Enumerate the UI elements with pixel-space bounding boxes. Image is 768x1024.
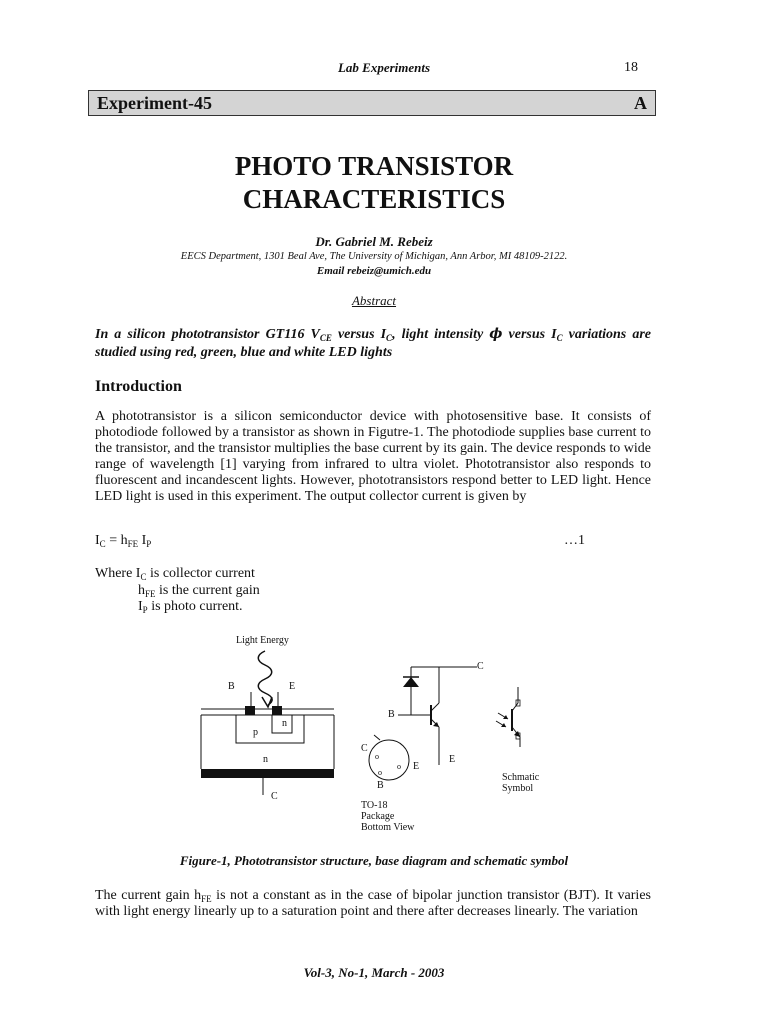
package-e-label: E xyxy=(413,761,420,772)
page-number: 18 xyxy=(624,60,638,75)
p-label: p xyxy=(253,727,258,738)
structure-diagram xyxy=(201,635,334,802)
p-region xyxy=(236,715,304,743)
n-substrate-label: n xyxy=(263,754,268,765)
package-caption-line3: Bottom View xyxy=(361,822,415,833)
definition-collector-current: Where $I_C$ is collector current xyxy=(95,566,255,582)
light-wave-icon xyxy=(258,651,272,705)
n-emitter-label: n xyxy=(282,718,287,729)
emitter-label: E xyxy=(289,681,296,692)
light-arrow-icon xyxy=(262,697,272,707)
experiment-bar xyxy=(88,90,656,116)
base-circuit-diagram xyxy=(388,661,484,765)
introduction-heading: Introduction xyxy=(95,378,182,395)
figure-caption: Figure-1, Phototransistor structure, base diagram and schematic symbol xyxy=(179,853,569,868)
package-caption-line2: Package xyxy=(361,811,395,822)
where-definitions xyxy=(95,566,260,616)
symbol-caption-line2: Symbol xyxy=(502,783,534,794)
emitter-contact xyxy=(272,706,282,715)
phototransistor-figure xyxy=(0,625,768,840)
running-header-title: Lab Experiments xyxy=(337,60,431,75)
package-tab-icon xyxy=(374,735,380,740)
author-name: Dr. Gabriel M. Rebeiz xyxy=(315,234,433,249)
pin-e: o xyxy=(397,762,401,771)
footer-volume: Vol-3, No-1, March - 2003 xyxy=(303,965,445,980)
pin-b: o xyxy=(378,768,382,777)
emitter-arrow-icon xyxy=(433,722,439,727)
base-contact xyxy=(245,706,255,715)
circuit-emitter-label: E xyxy=(449,754,456,765)
collector-label: C xyxy=(271,791,278,802)
experiment-label: Experiment-45 xyxy=(97,92,212,113)
author-affiliation: EECS Department, 1301 Beal Ave, The University of Michigan, Ann Arbor, MI 48109-2122. xyxy=(180,251,568,262)
symbol-emitter-arrow-icon xyxy=(514,731,520,737)
schematic-symbol xyxy=(496,687,540,794)
definition-current-gain: $h_{FE}$ is the current gain xyxy=(138,582,260,599)
equation: $I_C = h_{FE}$ $I_P$ xyxy=(95,533,152,549)
phi-symbol: ϕ xyxy=(489,326,503,342)
light-energy-label: Light Energy xyxy=(236,635,289,646)
equation-number: …1 xyxy=(564,533,585,548)
package-b-label: B xyxy=(377,780,384,791)
to18-package-diagram xyxy=(361,735,419,833)
paper-title-line2: CHARACTERISTICS xyxy=(242,184,506,214)
pin-c: o xyxy=(375,752,379,761)
paper-title-line1: PHOTO TRANSISTOR xyxy=(234,151,514,181)
paper-title xyxy=(0,150,748,216)
definition-photo-current: $I_P$ is photo current. xyxy=(138,599,243,615)
collector-contact xyxy=(201,769,334,778)
circuit-collector-label: C xyxy=(477,661,484,672)
transistor-collector-arm xyxy=(431,703,439,711)
abstract-label: Abstract xyxy=(351,293,397,308)
base-label: B xyxy=(228,681,235,692)
introduction-paragraph: A phototransistor is a silicon semiconductor device with photosensitive base. It consists of photodiode followed by a transistor as shown in Figutre-1. The photodiode supplies base current to the transistor, and the transistor multiplies the base current by its gain. The device responds to wide range of wavelength [1] varying from infrared to ultra violet. Phototransistor also responds to fluorescent and incandescent lights. However, phototransistors respond better to LED light. Hence LED light is used in this experiment. The output collector current is given by xyxy=(95,409,651,504)
author-email: Email rebeiz@umich.edu xyxy=(316,265,432,277)
body-paragraph-2: The current gain $h_{FE}$ is not a constant as in the case of bipolar junction transistor (BJT). It varies with light energy linearly up to a saturation point and there after decreases linearly. The variation xyxy=(95,888,651,919)
abstract-text: In a silicon phototransistor GT116 $V_{CE}$ versus $I_C$, light intensity ϕ versus $I_C$ variations are studied using red, green, blue and white LED lights xyxy=(95,326,651,360)
package-caption-line1: TO-18 xyxy=(361,800,388,811)
experiment-section: A xyxy=(634,92,647,113)
package-c-label: C xyxy=(361,743,368,754)
photodiode-icon xyxy=(403,677,419,687)
symbol-caption-line1: Schmatic xyxy=(502,772,540,783)
circuit-base-label: B xyxy=(388,709,395,720)
